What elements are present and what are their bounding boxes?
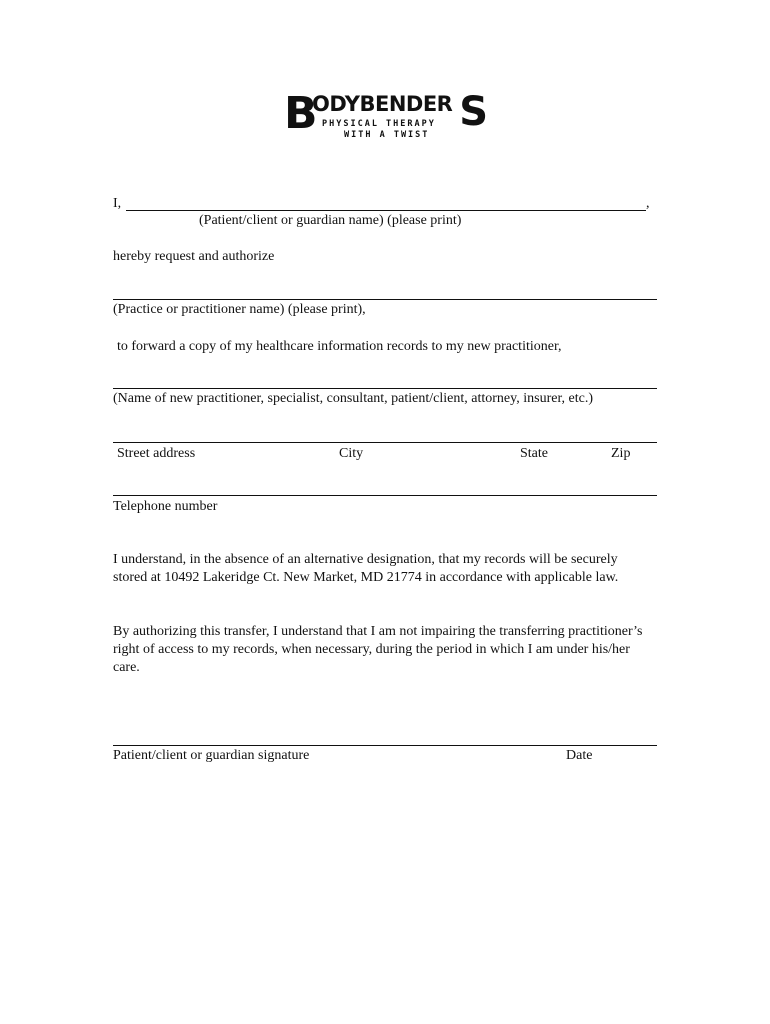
practice-name-line[interactable]: [113, 299, 657, 300]
logo-name: ODYBENDER: [312, 92, 453, 116]
city-label: City: [339, 446, 364, 461]
street-address-label: Street address: [117, 446, 196, 461]
signature-line[interactable]: [113, 745, 657, 746]
telephone-label: Telephone number: [113, 499, 218, 514]
patient-name-caption: (Patient/client or guardian name) (please print): [199, 213, 462, 228]
zip-label: Zip: [611, 446, 631, 461]
patient-suffix: ,: [646, 196, 650, 211]
storage-paragraph: I understand, in the absence of an alternative designation, that my records will be securely stored at 10492 Lakeridge Ct. New Market, MD 21774 in accordance with applicable law.: [113, 552, 619, 585]
patient-prefix: I,: [113, 196, 122, 211]
new-practitioner-line[interactable]: [113, 388, 657, 389]
signature-label: Patient/client or guardian signature: [113, 748, 310, 763]
logo-initial: B: [284, 88, 318, 139]
date-label: Date: [566, 748, 593, 763]
bodybenders-logo: [284, 88, 488, 142]
forward-text: to forward a copy of my healthcare information records to my new practitioner,: [117, 339, 562, 354]
state-label: State: [520, 446, 548, 461]
patient-name-line[interactable]: [126, 210, 646, 211]
new-practitioner-caption: (Name of new practitioner, specialist, consultant, patient/client, attorney, insurer, etc.): [113, 391, 594, 406]
address-line[interactable]: [113, 442, 657, 443]
logo-tagline-2: WITH A TWIST: [344, 130, 430, 140]
logo-final: S: [459, 89, 488, 135]
practice-caption: (Practice or practitioner name) (please print),: [113, 302, 366, 317]
telephone-line[interactable]: [113, 495, 657, 496]
access-paragraph: By authorizing this transfer, I understand that I am not impairing the transferring practitioner’s right of access to my records, when necessary, during the period in which I am under his/her care.: [113, 624, 643, 675]
request-text: hereby request and authorize: [113, 249, 275, 264]
logo-tagline-1: PHYSICAL THERAPY: [322, 119, 436, 129]
